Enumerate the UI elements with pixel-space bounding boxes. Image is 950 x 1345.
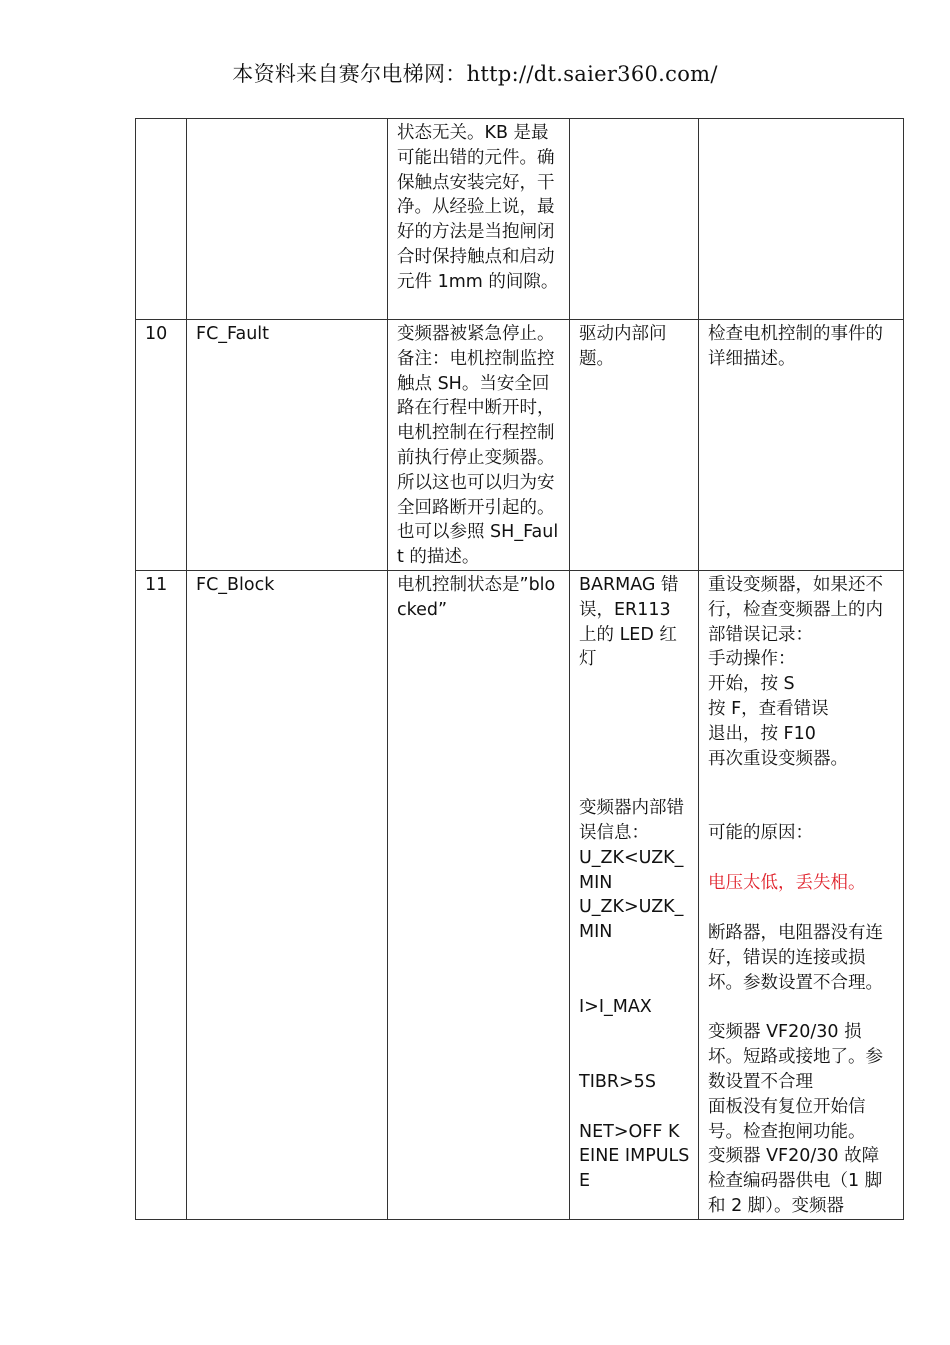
action-reset-again: 再次重设变频器。 (708, 748, 848, 769)
table-row (136, 320, 904, 571)
fault-cause-cell (570, 570, 699, 1219)
fault-number-cell (136, 119, 187, 320)
fault-number-cell: 10 (136, 320, 187, 571)
fault-action-cell (699, 570, 904, 1219)
fault-action-cell (699, 119, 904, 320)
cause-uzk-low: U_ZK<UZK_ MIN (579, 847, 684, 893)
fault-cause-cell: 驱动内部问题。 (570, 320, 699, 571)
cause-uzk-high: U_ZK>UZK_ MIN (579, 897, 684, 943)
action-possible-causes: 可能的原因： (708, 823, 813, 844)
fault-code-cell (187, 119, 388, 320)
action-manual-operation: 手动操作： (708, 649, 796, 670)
cause-tibr: TIBR>5S (579, 1071, 656, 1092)
action-vf-fault-encoder: 变频器 VF20/30 故障检查编码器供电（1 脚和 2 脚）。变频器 (708, 1146, 883, 1216)
action-voltage-low-warning: 电压太低，丢失相。 (708, 873, 866, 894)
action-reset-inverter: 重设变频器，如果还不行，检查变频器上的内部错误记录： (708, 574, 883, 645)
fault-description-cell: 状态无关。KB 是最可能出错的元件。确保触点安装完好，干净。从经验上说，最好的方法是当抱闸闭合时保持触点和启动元件 1mm 的间隙。 (388, 119, 570, 320)
fault-description-cell: 电机控制状态是”blocked” (388, 570, 570, 1219)
action-exit-press-f10: 退出，按 F10 (708, 723, 816, 744)
cause-barmag-error: BARMAG 错误，ER113 上的 LED 红灯 (579, 574, 679, 670)
cause-inverter-internal-error: 变频器内部错误信息： (579, 798, 684, 843)
fault-code-cell: FC_Fault (187, 320, 388, 571)
fault-cause-cell (570, 119, 699, 320)
action-vf-damaged: 变频器 VF20/30 损坏。短路或接地了。参数设置不合理 (708, 1022, 883, 1092)
fault-action-cell: 检查电机控制的事件的详细描述。 (699, 320, 904, 571)
action-start-press-s: 开始，按 S (708, 674, 795, 695)
fault-description-cell: 变频器被紧急停止。备注：电机控制监控触点 SH。当安全回路在行程中断开时，电机控制在行程控制前执行停止变频器。所以这也可以归为安全回路断开引起的。也可以参照 SH_Fault 的描述。 (388, 320, 570, 571)
action-panel-reset: 面板没有复位开始信号。检查抱闸功能。 (708, 1096, 866, 1142)
fault-code-cell: FC_Block (187, 570, 388, 1219)
action-breaker-resistor: 断路器，电阻器没有连好，错误的连接或损坏。参数设置不合理。 (708, 922, 883, 993)
action-press-f: 按 F，查看错误 (708, 698, 829, 719)
fault-number-cell: 11 (136, 570, 187, 1219)
table-row (136, 119, 904, 320)
cause-overcurrent: I>I_MAX (579, 996, 652, 1017)
table-row (136, 570, 904, 1219)
fault-code-table (135, 118, 904, 1220)
page-header-source-note: 本资料来自赛尔电梯网：http://dt.saier360.com/ (232, 62, 718, 86)
cause-net-off: NET>OFF KEINE IMPULSE (579, 1121, 690, 1192)
